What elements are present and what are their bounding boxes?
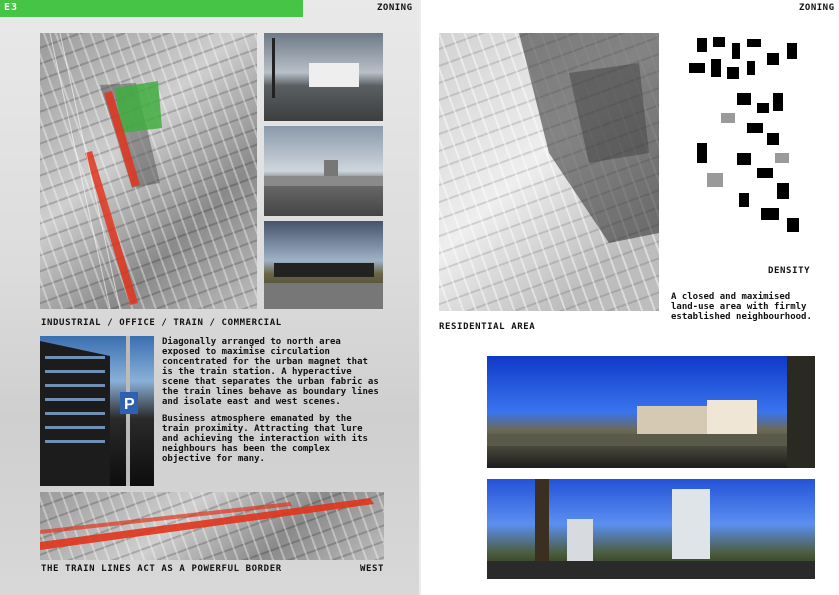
aerial-map-station (40, 33, 257, 309)
tower-shape (567, 519, 593, 563)
photo-detail (264, 126, 383, 216)
track (60, 33, 120, 309)
caption-zone: INDUSTRIAL / OFFICE / TRAIN / COMMERCIAL (41, 318, 282, 328)
paragraph-2: Business atmosphere emanated by the train proximity. Attracting that lure and achieving the interaction with its neighbours has been the complex objective for many. (162, 414, 368, 464)
house-shape (637, 406, 707, 434)
rail-line (40, 498, 374, 550)
photo-street-2 (264, 126, 383, 216)
ground-shape (487, 561, 815, 579)
photo-rail-lines (40, 492, 384, 560)
photo-residential-towers (487, 479, 815, 579)
tower-shape (672, 489, 710, 559)
building-shape (309, 63, 359, 87)
density-text: A closed and maximised land-use area with firmly established neighbourhood. (671, 292, 812, 322)
street-shape (487, 434, 815, 446)
photo-street-3 (264, 221, 383, 309)
page-header-left: ZONING (377, 3, 413, 13)
density-map (677, 33, 815, 245)
rail-overlay (40, 33, 257, 309)
caption-residential: RESIDENTIAL AREA (439, 322, 536, 332)
residential-overlay (439, 33, 659, 311)
page-header-right: ZONING (799, 3, 835, 13)
pole-shape (272, 38, 275, 98)
paragraph-1: Diagonally arranged to north area exposed to maximise circulation concentrated for the urban magnet that is the train station. A hyperactive scene that separates the urban fabric as the train lines behave as boundary lines and isolate east and west scenes. (162, 337, 379, 407)
photo-detail (264, 33, 383, 121)
building-footprints (689, 37, 799, 232)
photo-street-1 (264, 33, 383, 121)
density-figure-ground (677, 33, 815, 245)
photo-office-building (40, 336, 154, 486)
track (50, 33, 110, 309)
caption-density: DENSITY (768, 266, 811, 276)
building-shape (274, 263, 374, 277)
parking-sign-letter: P (124, 396, 135, 413)
section-tag-label: E3 (4, 2, 19, 13)
caption-west: WEST (360, 564, 385, 574)
section-tag (0, 0, 303, 17)
photo-detail (487, 479, 815, 579)
aerial-map-residential (439, 33, 659, 311)
photo-residential-street (487, 356, 815, 468)
plaza-shape (264, 283, 383, 309)
tree-shape (787, 356, 815, 468)
description-text (162, 337, 384, 471)
photo-detail (40, 336, 154, 486)
photo-detail (264, 221, 383, 309)
left-page (0, 0, 419, 595)
caption-border: THE TRAIN LINES ACT AS A POWERFUL BORDER (41, 564, 282, 574)
photo-detail (487, 356, 815, 468)
rail-overlay-bottom (40, 492, 384, 560)
house-shape (707, 400, 757, 434)
right-page (421, 0, 839, 595)
street-shape (264, 176, 383, 186)
